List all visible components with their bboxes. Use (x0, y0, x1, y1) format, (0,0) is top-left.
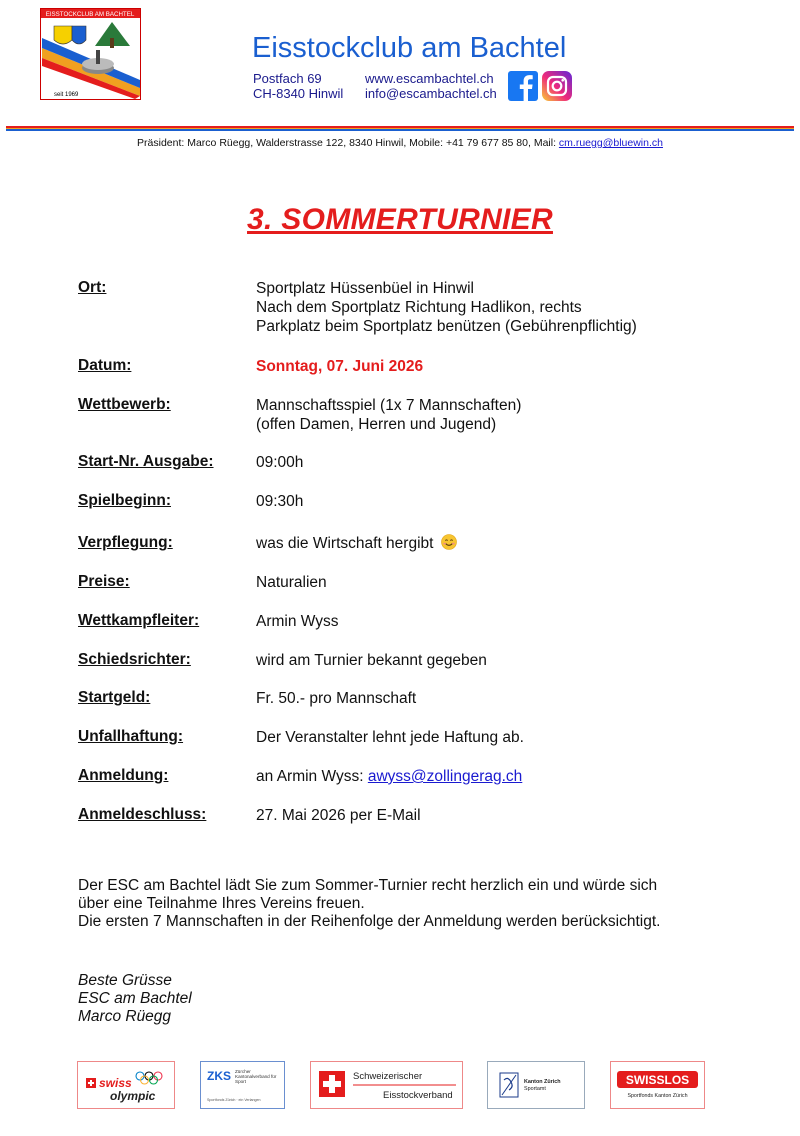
address-line2: CH-8340 Hinwil (253, 86, 344, 101)
club-title: Eisstockclub am Bachtel (252, 32, 567, 64)
value-spielbeginn: 09:30h (256, 493, 304, 510)
invitation-line3: Die ersten 7 Mannschaften in der Reihenfolge der Anmeldung werden berücksichtigt. (78, 913, 661, 930)
president-email-link[interactable]: cm.ruegg@bluewin.ch (558, 137, 663, 149)
value-unfallhaftung: Der Veranstalter lehnt jede Haftung ab. (256, 729, 524, 746)
club-logo (40, 8, 141, 100)
zks-sub: Sportfonds Zürich · ein Verlangen (207, 1098, 261, 1102)
zh-line1: Kanton Zürich (524, 1079, 561, 1085)
email-link[interactable]: info@escambachtel.ch (365, 86, 497, 101)
invitation-paragraph (78, 877, 660, 931)
website-link[interactable]: www.escambachtel.ch (365, 71, 494, 86)
swiss-olympic-logo (77, 1061, 175, 1109)
label-schiedsrichter: Schiedsrichter: (78, 651, 191, 668)
value-verpflegung-row (256, 534, 457, 553)
closing-line1: Beste Grüsse (78, 972, 172, 989)
swisslos-sub: Sportfonds Kanton Zürich (627, 1093, 688, 1099)
value-anmeldeschluss: 27. Mai 2026 per E-Mail (256, 807, 421, 824)
value-anmeldung-row (256, 767, 522, 786)
president-text: Präsident: Marco Rüegg, Walderstrasse 122, 8340 Hinwil, Mobile: +41 79 677 85 80, Mail: (137, 137, 559, 149)
value-startnr: 09:00h (256, 454, 304, 471)
page-title: 3. SOMMERTURNIER (247, 203, 553, 236)
label-anmeldeschluss: Anmeldeschluss: (78, 806, 207, 823)
header-rule-blue (6, 129, 794, 131)
value-wettkampfleiter: Armin Wyss (256, 613, 339, 630)
smiley-icon (441, 534, 457, 550)
wettbewerb-line1: Mannschaftsspiel (1x 7 Mannschaften) (256, 397, 522, 414)
value-preise: Naturalien (256, 574, 327, 591)
label-preise: Preise: (78, 573, 130, 590)
sev-logo (310, 1061, 463, 1109)
invitation-line1: Der ESC am Bachtel lädt Sie zum Sommer-Turnier recht herzlich ein und würde sich (78, 877, 658, 894)
sev-line1: Schweizerischer (353, 1071, 423, 1082)
label-datum: Datum: (78, 357, 132, 374)
label-unfallhaftung: Unfallhaftung: (78, 728, 184, 745)
label-ort: Ort: (78, 279, 107, 296)
sev-line2: Eisstockverband (383, 1090, 453, 1101)
address-line1: Postfach 69 (253, 71, 322, 86)
ort-line3: Parkplatz beim Sportplatz benützen (Gebührenpflichtig) (256, 318, 637, 335)
swisslos-logo (610, 1061, 705, 1109)
logo-since: seit 1969 (54, 92, 79, 98)
olympic-rings-icon (136, 1072, 162, 1084)
facebook-icon[interactable] (508, 71, 538, 101)
value-wettbewerb (256, 396, 521, 434)
instagram-icon[interactable] (542, 71, 572, 101)
value-ort (256, 279, 637, 336)
zks-abbr: ZKS (207, 1069, 231, 1083)
ort-line2: Nach dem Sportplatz Richtung Hadlikon, rechts (256, 299, 582, 316)
swisslos-name: SWISSLOS (625, 1073, 690, 1087)
closing-line2: ESC am Bachtel (78, 990, 192, 1007)
value-verpflegung: was die Wirtschaft hergibt (256, 535, 434, 552)
invitation-line2: über eine Teilnahme Ihres Vereins freuen. (78, 895, 365, 912)
ort-line1: Sportplatz Hüssenbüel in Hinwil (256, 280, 474, 297)
label-startgeld: Startgeld: (78, 689, 151, 706)
zks-name: Zürcher Kantonalverband für Sport (235, 1069, 277, 1084)
anmeldung-email-link[interactable]: awyss@zollingerag.ch (367, 768, 523, 785)
label-spielbeginn: Spielbeginn: (78, 492, 171, 509)
label-wettbewerb: Wettbewerb: (78, 396, 171, 413)
zks-logo (200, 1061, 285, 1109)
label-startnr: Start-Nr. Ausgabe: (78, 453, 214, 470)
value-anmeldung: an Armin Wyss: (256, 768, 368, 785)
kanton-zuerich-logo (487, 1061, 585, 1109)
wettbewerb-line2: (offen Damen, Herren und Jugend) (256, 416, 497, 433)
president-line (0, 137, 800, 149)
swiss-olympic-line2: olympic (110, 1089, 156, 1103)
lion-icon (500, 1073, 518, 1097)
label-anmeldung: Anmeldung: (78, 767, 169, 784)
zh-line2: Sportamt (524, 1086, 546, 1092)
value-schiedsrichter: wird am Turnier bekannt gegeben (256, 652, 487, 669)
label-wettkampfleiter: Wettkampfleiter: (78, 612, 200, 629)
label-verpflegung: Verpflegung: (78, 534, 173, 551)
value-datum: Sonntag, 07. Juni 2026 (256, 358, 424, 375)
logo-text: EISSTOCKCLUB AM BACHTEL (45, 11, 135, 18)
value-startgeld: Fr. 50.- pro Mannschaft (256, 690, 417, 707)
swiss-olympic-line1: swiss (99, 1076, 132, 1090)
closing-line3: Marco Rüegg (78, 1008, 172, 1025)
closing-block (78, 972, 192, 1026)
